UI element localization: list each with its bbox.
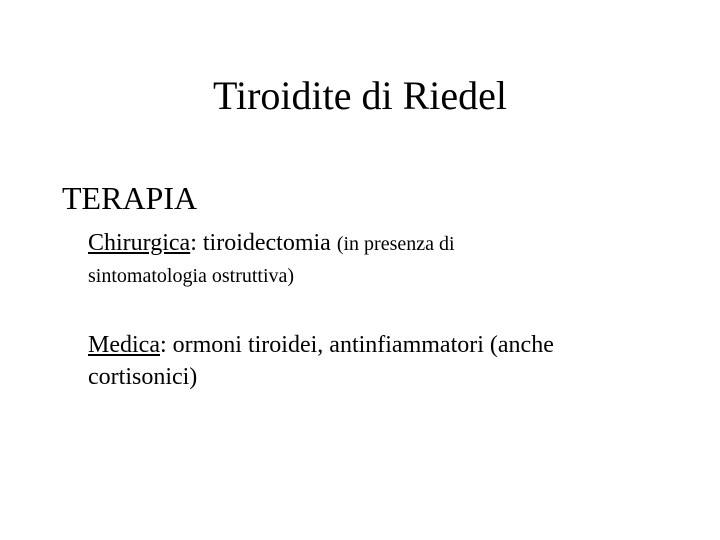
- therapy-description-continued: cortisonici): [88, 364, 198, 390]
- therapy-description: ormoni tiroidei, antinfiammatori (anche: [166, 332, 554, 358]
- therapy-type-label: Chirurgica: [88, 230, 191, 256]
- therapy-item-chirurgica: [88, 227, 688, 292]
- therapy-item-medica: [88, 329, 688, 393]
- therapy-note: (in presenza di: [336, 233, 455, 255]
- therapy-description: tiroidectomia: [196, 230, 337, 256]
- therapy-note-continued: sintomatologia ostruttiva): [88, 265, 295, 287]
- therapy-type-label: Medica: [88, 332, 160, 358]
- label-separator: :: [159, 332, 167, 358]
- therapy-item-line: [88, 329, 688, 361]
- section-heading: TERAPIA: [62, 180, 198, 216]
- therapy-item-line: [88, 227, 688, 260]
- slide-title: Tiroidite di Riedel: [212, 73, 508, 118]
- label-separator: :: [190, 230, 197, 256]
